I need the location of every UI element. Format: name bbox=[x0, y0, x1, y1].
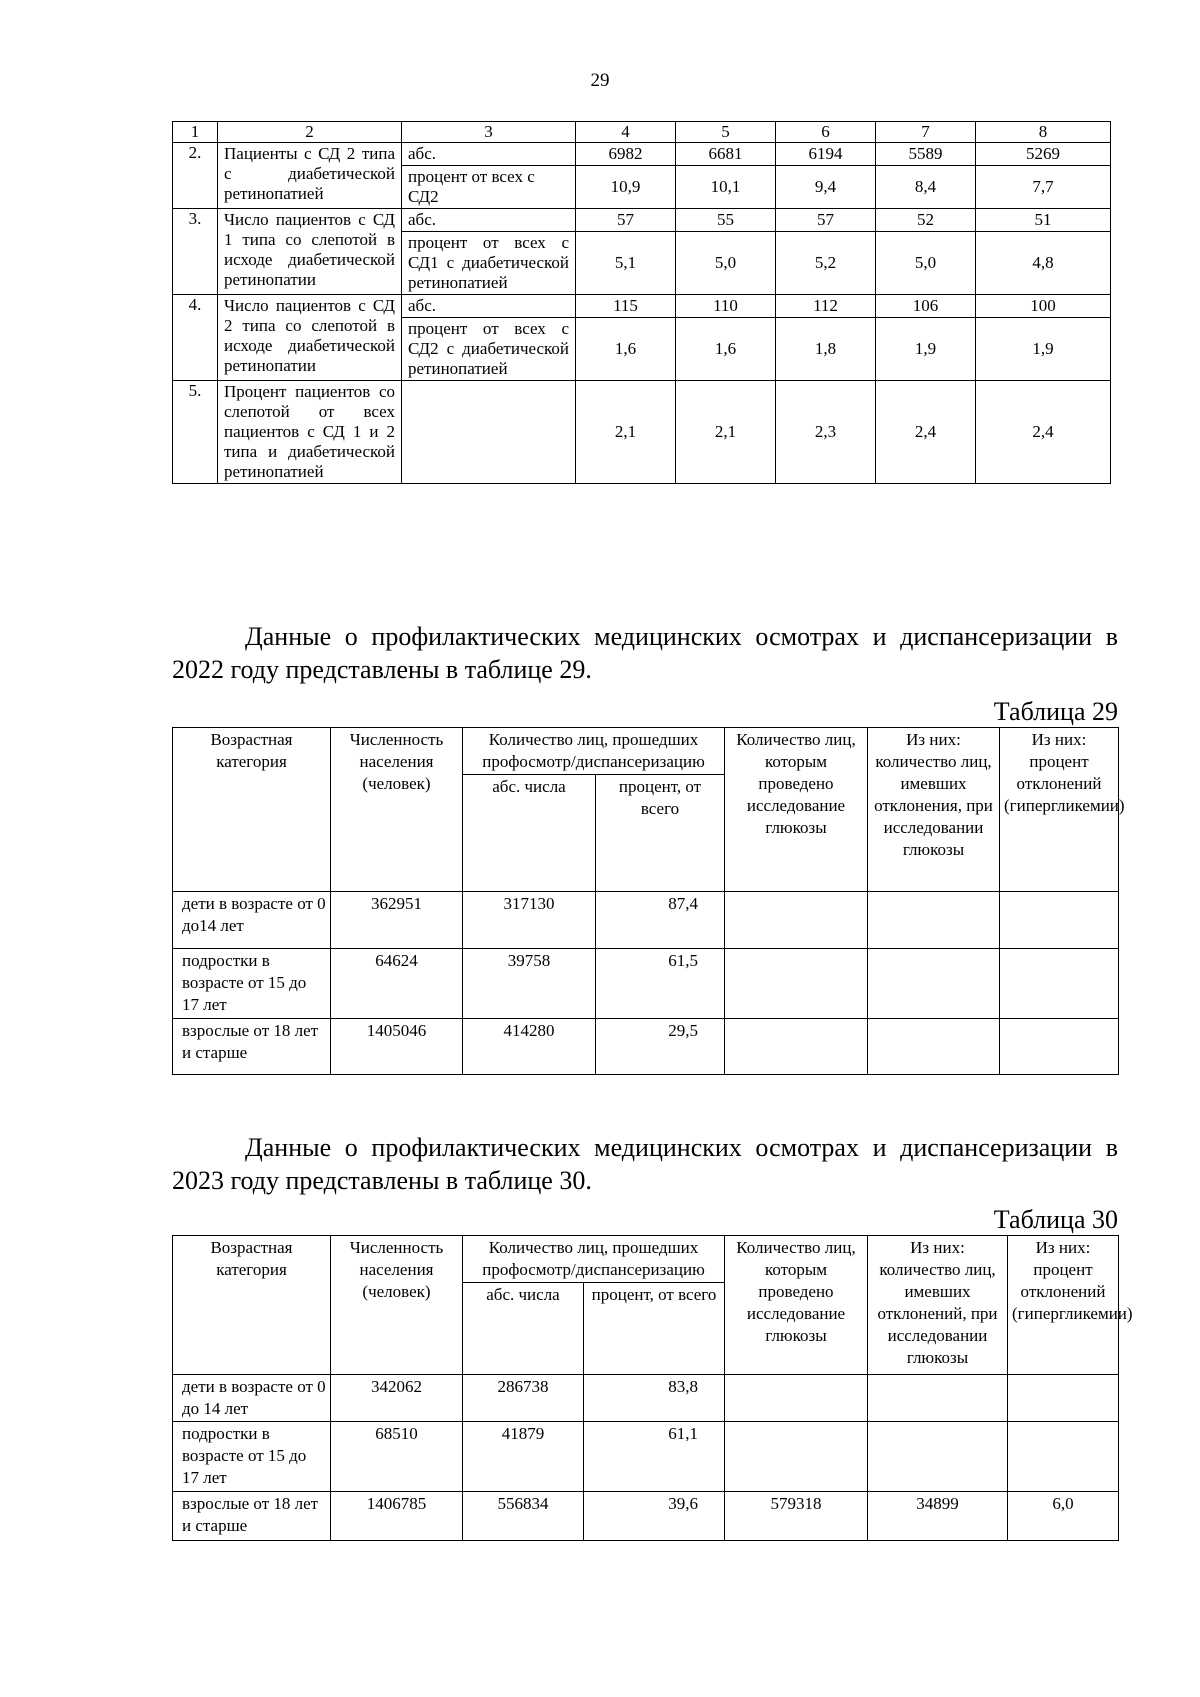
cell-age: взрослые от 18 лет и старше bbox=[173, 1492, 331, 1541]
page-number: 29 bbox=[590, 70, 610, 91]
cell-abs: 414280 bbox=[463, 1019, 596, 1075]
value-cell: 51 bbox=[976, 209, 1111, 232]
value-cell: 2,4 bbox=[976, 381, 1111, 484]
cell-population: 64624 bbox=[331, 949, 463, 1019]
header-cell: 3 bbox=[402, 122, 576, 143]
row-number: 2. bbox=[173, 143, 218, 209]
value-cell: 110 bbox=[676, 295, 776, 318]
header-glucose: Количество лиц, которым проведено исследование глюкозы bbox=[725, 1236, 868, 1375]
table-29 bbox=[172, 727, 1125, 1075]
cell-glucose bbox=[725, 1019, 868, 1075]
value-cell: 2,1 bbox=[676, 381, 776, 484]
value-cell: 52 bbox=[876, 209, 976, 232]
row-number: 4. bbox=[173, 295, 218, 381]
value-cell: 5,0 bbox=[676, 232, 776, 295]
table-row bbox=[173, 1422, 1119, 1492]
cell-abs: 39758 bbox=[463, 949, 596, 1019]
value-cell: 5,0 bbox=[876, 232, 976, 295]
header-population: Численность населения (человек) bbox=[331, 728, 463, 892]
value-cell: 4,8 bbox=[976, 232, 1111, 295]
cell-deviations-percent: 6,0 bbox=[1008, 1492, 1119, 1541]
value-cell: 5,2 bbox=[776, 232, 876, 295]
value-cell: 55 bbox=[676, 209, 776, 232]
cell-deviations bbox=[868, 1375, 1008, 1422]
cell-deviations-percent bbox=[1008, 1422, 1119, 1492]
cell-percent: 61,5 bbox=[596, 949, 725, 1019]
cell-population: 342062 bbox=[331, 1375, 463, 1422]
table-29-caption: Таблица 29 bbox=[993, 697, 1118, 726]
measure-cell: процент от всех с СД2 с диабетической ретинопатией bbox=[402, 318, 576, 381]
value-cell: 5,1 bbox=[576, 232, 676, 295]
cell-abs: 317130 bbox=[463, 892, 596, 949]
header-deviations-percent: Из них: процент отклонений (гипергликемии) bbox=[1008, 1236, 1119, 1375]
table-30 bbox=[172, 1235, 1133, 1541]
cell-deviations-percent bbox=[1000, 892, 1119, 949]
header-deviations-percent: Из них: процент отклонений (гипергликемии) bbox=[1000, 728, 1119, 892]
header-percent: процент, от всего bbox=[596, 775, 725, 892]
header-passed: Количество лиц, прошедших профосмотр/диспансеризацию bbox=[463, 1236, 725, 1283]
value-cell: 1,6 bbox=[576, 318, 676, 381]
value-cell: 1,9 bbox=[876, 318, 976, 381]
value-cell: 100 bbox=[976, 295, 1111, 318]
cell-population: 68510 bbox=[331, 1422, 463, 1492]
cell-percent: 29,5 bbox=[596, 1019, 725, 1075]
value-cell: 10,1 bbox=[676, 166, 776, 209]
cell-deviations bbox=[868, 949, 1000, 1019]
value-cell: 6194 bbox=[776, 143, 876, 166]
measure-cell bbox=[402, 381, 576, 484]
value-cell: 57 bbox=[576, 209, 676, 232]
header-abs: абс. числа bbox=[463, 775, 596, 892]
header-cell: 4 bbox=[576, 122, 676, 143]
header-age: Возрастная категория bbox=[173, 728, 331, 892]
value-cell: 1,6 bbox=[676, 318, 776, 381]
value-cell: 10,9 bbox=[576, 166, 676, 209]
cell-population: 1406785 bbox=[331, 1492, 463, 1541]
header-deviations: Из них: количество лиц, имевших отклонений, при исследовании глюкозы bbox=[868, 1236, 1008, 1375]
cell-age: дети в возрасте от 0 до 14 лет bbox=[173, 1375, 331, 1422]
cell-deviations-percent bbox=[1000, 1019, 1119, 1075]
value-cell: 5269 bbox=[976, 143, 1111, 166]
cell-deviations bbox=[868, 1422, 1008, 1492]
value-cell: 6681 bbox=[676, 143, 776, 166]
paragraph-text: Данные о профилактических медицинских осмотрах и диспансеризации в 2022 году представлены в таблице 29. bbox=[172, 622, 1118, 684]
cell-percent: 83,8 bbox=[584, 1375, 725, 1422]
value-cell: 57 bbox=[776, 209, 876, 232]
header-cell: 5 bbox=[676, 122, 776, 143]
cell-glucose bbox=[725, 949, 868, 1019]
measure-cell: абс. bbox=[402, 209, 576, 232]
header-population: Численность населения (человек) bbox=[331, 1236, 463, 1375]
header-cell: 2 bbox=[218, 122, 402, 143]
cell-age: подростки в возрасте от 15 до 17 лет bbox=[173, 949, 331, 1019]
value-cell: 112 bbox=[776, 295, 876, 318]
cell-population: 362951 bbox=[331, 892, 463, 949]
header-cell: 1 bbox=[173, 122, 218, 143]
cell-glucose bbox=[725, 1375, 868, 1422]
cell-age: дети в возрасте от 0 до14 лет bbox=[173, 892, 331, 949]
cell-percent: 39,6 bbox=[584, 1492, 725, 1541]
cell-percent: 61,1 bbox=[584, 1422, 725, 1492]
header-age: Возрастная категория bbox=[173, 1236, 331, 1375]
header-cell: 6 bbox=[776, 122, 876, 143]
header-glucose: Количество лиц, которым проведено исследование глюкозы bbox=[725, 728, 868, 892]
table-header-row bbox=[173, 1236, 1119, 1283]
value-cell: 115 bbox=[576, 295, 676, 318]
cell-glucose bbox=[725, 892, 868, 949]
cell-glucose: 579318 bbox=[725, 1492, 868, 1541]
header-passed: Количество лиц, прошедших профосмотр/диспансеризацию bbox=[463, 728, 725, 775]
cell-percent: 87,4 bbox=[596, 892, 725, 949]
value-cell: 8,4 bbox=[876, 166, 976, 209]
value-cell: 9,4 bbox=[776, 166, 876, 209]
table-28-continuation bbox=[172, 121, 1111, 484]
table-row bbox=[173, 295, 1111, 318]
value-cell: 106 bbox=[876, 295, 976, 318]
paragraph-table-30-intro bbox=[172, 1131, 1118, 1197]
table-header-row bbox=[173, 122, 1111, 143]
value-cell: 6982 bbox=[576, 143, 676, 166]
header-abs: абс. числа bbox=[463, 1283, 584, 1375]
cell-abs: 286738 bbox=[463, 1375, 584, 1422]
cell-glucose bbox=[725, 1422, 868, 1492]
cell-deviations bbox=[868, 1019, 1000, 1075]
value-cell: 1,9 bbox=[976, 318, 1111, 381]
header-percent: процент, от всего bbox=[584, 1283, 725, 1375]
value-cell: 2,3 bbox=[776, 381, 876, 484]
measure-cell: процент от всех с СД2 bbox=[402, 166, 576, 209]
table-row bbox=[173, 381, 1111, 484]
measure-cell: абс. bbox=[402, 295, 576, 318]
table-row bbox=[173, 1019, 1119, 1075]
table-30-caption: Таблица 30 bbox=[993, 1205, 1118, 1234]
cell-deviations-percent bbox=[1008, 1375, 1119, 1422]
cell-deviations: 34899 bbox=[868, 1492, 1008, 1541]
cell-abs: 556834 bbox=[463, 1492, 584, 1541]
row-number: 3. bbox=[173, 209, 218, 295]
cell-deviations-percent bbox=[1000, 949, 1119, 1019]
header-cell: 7 bbox=[876, 122, 976, 143]
header-deviations: Из них: количество лиц, имевших отклонения, при исследовании глюкозы bbox=[868, 728, 1000, 892]
table-row bbox=[173, 949, 1119, 1019]
cell-deviations bbox=[868, 892, 1000, 949]
paragraph-text: Данные о профилактических медицинских осмотрах и диспансеризации в 2023 году представлены в таблице 30. bbox=[172, 1133, 1118, 1195]
cell-population: 1405046 bbox=[331, 1019, 463, 1075]
value-cell: 5589 bbox=[876, 143, 976, 166]
table-row bbox=[173, 892, 1119, 949]
value-cell: 7,7 bbox=[976, 166, 1111, 209]
table-header-row bbox=[173, 728, 1119, 775]
value-cell: 2,1 bbox=[576, 381, 676, 484]
table-row bbox=[173, 1375, 1119, 1422]
cell-age: подростки в возрасте от 15 до 17 лет bbox=[173, 1422, 331, 1492]
measure-cell: абс. bbox=[402, 143, 576, 166]
row-label: Число пациентов с СД 1 типа со слепотой в исходе диабетической ретинопатии bbox=[218, 209, 402, 295]
cell-abs: 41879 bbox=[463, 1422, 584, 1492]
row-label: Процент пациентов со слепотой от всех пациентов с СД 1 и 2 типа и диабетической ретинопатией bbox=[218, 381, 402, 484]
table-row bbox=[173, 1492, 1119, 1541]
row-label: Число пациентов с СД 2 типа со слепотой в исходе диабетической ретинопатии bbox=[218, 295, 402, 381]
value-cell: 1,8 bbox=[776, 318, 876, 381]
row-number: 5. bbox=[173, 381, 218, 484]
table-row bbox=[173, 209, 1111, 232]
paragraph-table-29-intro bbox=[172, 620, 1118, 686]
cell-age: взрослые от 18 лет и старше bbox=[173, 1019, 331, 1075]
table-row bbox=[173, 143, 1111, 166]
row-label: Пациенты с СД 2 типа с диабетической ретинопатией bbox=[218, 143, 402, 209]
value-cell: 2,4 bbox=[876, 381, 976, 484]
header-cell: 8 bbox=[976, 122, 1111, 143]
measure-cell: процент от всех с СД1 с диабетической ретинопатией bbox=[402, 232, 576, 295]
